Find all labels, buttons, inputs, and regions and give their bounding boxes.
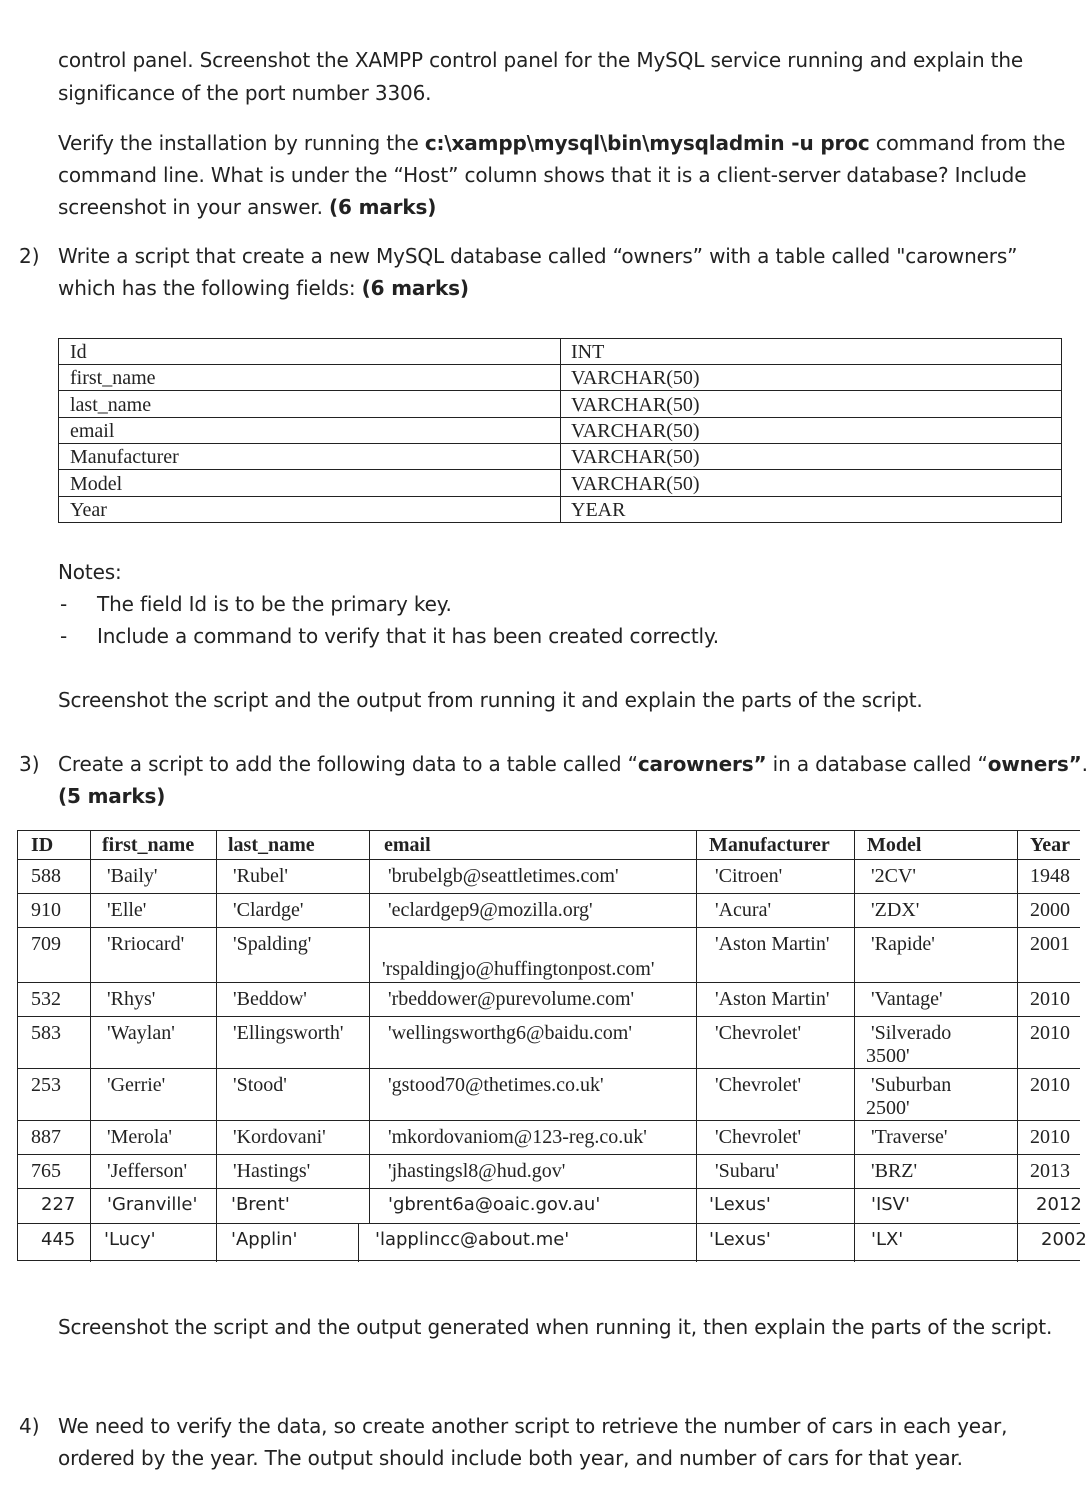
model-cell: 'BRZ' bbox=[871, 1160, 918, 1182]
first-name-cell: 'Lucy' bbox=[104, 1229, 156, 1250]
fields-table-row bbox=[59, 497, 1061, 523]
first-name-cell: 'Rriocard' bbox=[107, 933, 185, 955]
table-row bbox=[18, 1121, 1080, 1155]
owners-database-name: owners” bbox=[987, 752, 1082, 776]
first-name-cell: 'Waylan' bbox=[107, 1022, 175, 1044]
fields-table bbox=[58, 338, 1062, 523]
model-cell: '2CV' bbox=[871, 865, 916, 887]
field-type: VARCHAR(50) bbox=[571, 367, 700, 390]
id-cell: 445 bbox=[41, 1229, 76, 1250]
question-2-line-1: Write a script that create a new MySQL database called “owners” with a table called "carowners” bbox=[58, 244, 1018, 268]
first-name-cell: 'Rhys' bbox=[107, 988, 156, 1010]
fields-table-row bbox=[59, 365, 1061, 391]
field-type: VARCHAR(50) bbox=[571, 393, 700, 416]
field-type: INT bbox=[571, 341, 605, 363]
year-cell: 2000 bbox=[1030, 899, 1070, 921]
intro-line-1: control panel. Screenshot the XAMPP control panel for the MySQL service running and explain the bbox=[58, 48, 1024, 72]
column-header: Year bbox=[1030, 834, 1070, 856]
email-cell: 'lapplincc@about.me' bbox=[375, 1229, 570, 1250]
year-cell: 2010 bbox=[1030, 1022, 1070, 1044]
table-row bbox=[18, 928, 1080, 983]
intro-line-5-pre: screenshot in your answer. bbox=[58, 195, 329, 219]
question-3-line-1-pre: Create a script to add the following data to a table called “ bbox=[58, 752, 638, 776]
id-cell: 765 bbox=[31, 1160, 61, 1182]
last-name-cell: 'Brent' bbox=[231, 1194, 290, 1215]
manufacturer-cell: 'Aston Martin' bbox=[715, 933, 830, 955]
field-name: last_name bbox=[70, 393, 152, 416]
year-cell: 2010 bbox=[1030, 1126, 1070, 1148]
manufacturer-cell: 'Lexus' bbox=[709, 1229, 771, 1250]
carowners-table-name: carowners” bbox=[637, 752, 767, 776]
table-row bbox=[18, 983, 1080, 1017]
last-name-cell: 'Spalding' bbox=[233, 933, 312, 955]
field-name: Model bbox=[70, 472, 123, 495]
question-3-marks-text: (5 marks) bbox=[58, 784, 166, 808]
email-cell: 'gstood70@thetimes.co.uk' bbox=[388, 1074, 604, 1096]
column-header: Model bbox=[867, 834, 922, 856]
question-3-line-1-post: . bbox=[1081, 752, 1088, 776]
question-3-number: 3) bbox=[19, 752, 40, 776]
question-2-number: 2) bbox=[19, 244, 40, 268]
last-name-cell: 'Rubel' bbox=[233, 865, 288, 887]
intro-line-5 bbox=[58, 193, 436, 221]
year-cell: 2010 bbox=[1030, 988, 1070, 1010]
id-cell: 583 bbox=[31, 1022, 61, 1044]
field-name: first_name bbox=[70, 367, 156, 390]
model-cell-continuation: 3500' bbox=[866, 1045, 910, 1067]
table-row bbox=[18, 1155, 1080, 1189]
question-3-line-1 bbox=[58, 750, 1088, 778]
last-name-cell: 'Clardge' bbox=[233, 899, 304, 921]
field-name: email bbox=[70, 419, 115, 442]
table-header-row bbox=[18, 831, 1080, 860]
year-cell: 2001 bbox=[1030, 933, 1070, 955]
mysqladmin-command: c:\xampp\mysql\bin\mysqladmin -u proc bbox=[424, 131, 870, 155]
email-cell: 'gbrent6a@oaic.gov.au' bbox=[388, 1194, 601, 1215]
fields-table-row bbox=[59, 392, 1061, 418]
year-cell: 2013 bbox=[1030, 1160, 1070, 1182]
intro-line-3-post: command from the bbox=[869, 131, 1066, 155]
model-cell: 'Suburban bbox=[871, 1074, 952, 1096]
table-row bbox=[18, 1069, 1080, 1121]
field-name: Year bbox=[70, 498, 107, 521]
year-cell: 2002 bbox=[1041, 1229, 1087, 1250]
field-type: VARCHAR(50) bbox=[571, 446, 700, 469]
id-cell: 532 bbox=[31, 988, 61, 1010]
intro-line-3-pre: Verify the installation by running the bbox=[58, 131, 425, 155]
carowners-data-table bbox=[17, 830, 1087, 1261]
email-cell: 'eclardgep9@mozilla.org' bbox=[388, 899, 593, 921]
column-header: last_name bbox=[228, 834, 315, 856]
id-cell: 709 bbox=[31, 933, 61, 955]
first-name-cell: 'Granville' bbox=[107, 1194, 198, 1215]
question-4-line-2: ordered by the year. The output should include both year, and number of cars for that year. bbox=[58, 1446, 963, 1470]
model-cell: 'Rapide' bbox=[871, 933, 935, 955]
model-cell: 'Silverado bbox=[871, 1022, 952, 1044]
column-header: Manufacturer bbox=[709, 834, 830, 856]
manufacturer-cell: 'Subaru' bbox=[715, 1160, 779, 1182]
manufacturer-cell: 'Citroen' bbox=[715, 865, 783, 887]
manufacturer-cell: 'Chevrolet' bbox=[715, 1074, 802, 1096]
year-cell: 2010 bbox=[1030, 1074, 1070, 1096]
id-cell: 227 bbox=[41, 1194, 76, 1215]
fields-table-row bbox=[59, 418, 1061, 444]
first-name-cell: 'Baily' bbox=[107, 865, 158, 887]
note-bullet: - bbox=[60, 624, 68, 648]
note-item-1: The field Id is to be the primary key. bbox=[97, 592, 452, 616]
manufacturer-cell: 'Aston Martin' bbox=[715, 988, 830, 1010]
notes-label: Notes: bbox=[58, 560, 122, 584]
email-cell: 'wellingsworthg6@baidu.com' bbox=[388, 1022, 632, 1044]
table-row bbox=[18, 1189, 1080, 1224]
question-2-screenshot-instruction: Screenshot the script and the output from running it and explain the parts of the script. bbox=[58, 688, 923, 712]
manufacturer-cell: 'Acura' bbox=[715, 899, 772, 921]
year-cell: 1948 bbox=[1030, 865, 1070, 887]
intro-line-4: command line. What is under the “Host” column shows that it is a client-server database? Include bbox=[58, 163, 1027, 187]
question-4-line-1: We need to verify the data, so create another script to retrieve the number of cars in each year, bbox=[58, 1414, 1008, 1438]
table-row bbox=[18, 1017, 1080, 1069]
first-name-cell: 'Jefferson' bbox=[107, 1160, 188, 1182]
field-type: VARCHAR(50) bbox=[571, 419, 700, 442]
last-name-cell: 'Stood' bbox=[233, 1074, 287, 1096]
column-header: ID bbox=[31, 834, 54, 856]
question-3-line-1-mid: in a database called “ bbox=[766, 752, 988, 776]
email-cell: 'jhastingsl8@hud.gov' bbox=[388, 1160, 566, 1182]
year-cell: 2012 bbox=[1036, 1194, 1082, 1215]
fields-table-row bbox=[59, 339, 1061, 365]
intro-marks: (6 marks) bbox=[329, 195, 437, 219]
question-2-line-2 bbox=[58, 274, 469, 302]
field-name: Id bbox=[70, 341, 87, 363]
field-type: VARCHAR(50) bbox=[571, 472, 700, 495]
question-2-marks: (6 marks) bbox=[361, 276, 469, 300]
table-row bbox=[18, 1224, 1087, 1262]
field-name: Manufacturer bbox=[70, 446, 179, 469]
column-header: first_name bbox=[102, 834, 195, 856]
first-name-cell: 'Elle' bbox=[107, 899, 147, 921]
field-type: YEAR bbox=[571, 498, 626, 521]
question-4-number: 4) bbox=[19, 1414, 40, 1438]
last-name-cell: 'Hastings' bbox=[233, 1160, 311, 1182]
question-2-line-2-pre: which has the following fields: bbox=[58, 276, 362, 300]
column-header: email bbox=[384, 834, 431, 856]
model-cell: 'LX' bbox=[871, 1229, 904, 1250]
intro-line-2: significance of the port number 3306. bbox=[58, 81, 432, 105]
table-row bbox=[18, 860, 1080, 894]
note-bullet: - bbox=[60, 592, 68, 616]
fields-table-row bbox=[59, 471, 1061, 497]
email-cell: 'brubelgb@seattletimes.com' bbox=[388, 865, 619, 887]
last-name-cell: 'Applin' bbox=[231, 1229, 298, 1250]
email-cell: 'rbeddower@purevolume.com' bbox=[388, 988, 635, 1010]
manufacturer-cell: 'Chevrolet' bbox=[715, 1126, 802, 1148]
question-3-marks bbox=[58, 782, 165, 810]
last-name-cell: 'Ellingsworth' bbox=[233, 1022, 344, 1044]
question-3-screenshot-instruction: Screenshot the script and the output generated when running it, then explain the parts of the script. bbox=[58, 1315, 1053, 1339]
manufacturer-cell: 'Lexus' bbox=[709, 1194, 771, 1215]
intro-line-3 bbox=[58, 129, 1065, 157]
model-cell: 'Traverse' bbox=[871, 1126, 948, 1148]
model-cell: 'Vantage' bbox=[871, 988, 943, 1010]
model-cell: 'ISV' bbox=[871, 1194, 910, 1215]
model-cell-continuation: 2500' bbox=[866, 1097, 910, 1119]
last-name-cell: 'Kordovani' bbox=[233, 1126, 326, 1148]
id-cell: 910 bbox=[31, 899, 61, 921]
first-name-cell: 'Gerrie' bbox=[107, 1074, 166, 1096]
table-row bbox=[18, 894, 1080, 928]
note-item-2: Include a command to verify that it has been created correctly. bbox=[97, 624, 719, 648]
id-cell: 887 bbox=[31, 1126, 61, 1148]
id-cell: 588 bbox=[31, 865, 61, 887]
first-name-cell: 'Merola' bbox=[107, 1126, 172, 1148]
model-cell: 'ZDX' bbox=[871, 899, 920, 921]
fields-table-row bbox=[59, 444, 1061, 470]
id-cell: 253 bbox=[31, 1074, 61, 1096]
email-cell: 'mkordovaniom@123-reg.co.uk' bbox=[388, 1126, 647, 1148]
manufacturer-cell: 'Chevrolet' bbox=[715, 1022, 802, 1044]
email-cell: 'rspaldingjo@huffingtonpost.com' bbox=[382, 958, 655, 980]
last-name-cell: 'Beddow' bbox=[233, 988, 307, 1010]
